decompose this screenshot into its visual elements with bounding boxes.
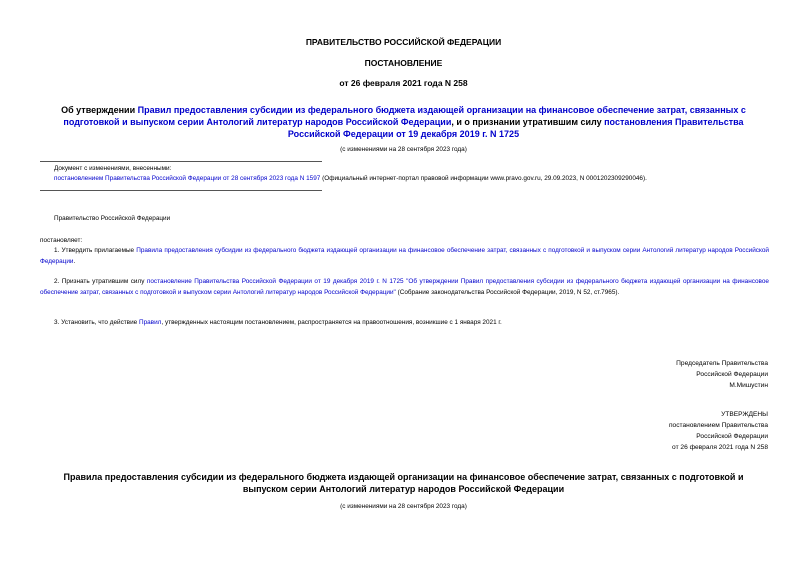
signature-name: М.Мишустин — [729, 382, 768, 389]
p1-text: 1. Утвердить прилагаемые — [54, 247, 137, 254]
document-title — [36, 104, 771, 140]
amend-bottom-rule — [40, 190, 322, 191]
amend-top-rule — [40, 161, 322, 162]
gov-line: Правительство Российской Федерации — [54, 215, 171, 222]
p3-text: 3. Установить, что действие — [54, 319, 139, 326]
doc-type-heading: ПОСТАНОВЛЕНИЕ — [364, 58, 443, 68]
title-prefix: Об утверждении — [61, 105, 138, 115]
title-middle: , и о признании утратившим силу — [451, 117, 605, 127]
signature-line2: Российской Федерации — [696, 371, 768, 378]
approved-line4: от 26 февраля 2021 года N 258 — [672, 444, 768, 451]
rules-link[interactable]: Правил предоставления субсидии из федерального бюджета издающей организации на финансовое обеспечение затрат, связанных с подготовкой и выпуском серии Антологий литератур народов Российской Федерации — [63, 105, 746, 127]
signature-block — [676, 358, 768, 391]
approved-block — [669, 409, 768, 453]
p1-end: . — [73, 257, 76, 265]
p3-end: , утвержденных настоящим постановлением, распространяется на правоотношения, возникшие с 1 января 2021 г. — [161, 319, 502, 326]
approved-line2: постановлением Правительства — [668, 422, 768, 429]
repealed-decree-link[interactable]: постановления Правительства Российской Федерации от 19 декабря 2019 г. N 1725 — [287, 117, 744, 139]
p2-decree-link[interactable]: постановление Правительства Российской Федерации от 19 декабря 2019 г. N 1725 "Об утверждении Правил предоставления субсидии из федерального бюджета издающей организации на финансовое обеспечение затрат, связанных с подготовкой и выпуском серии Антологий литератур народов Российской Федерации" — [40, 278, 769, 296]
approved-line3: Российской Федерации — [696, 433, 768, 440]
rules-title: Правила предоставления субсидии из федерального бюджета издающей организации на финансовое обеспечение затрат, связанных с подготовкой и выпуском серии Антологий литератур народов Российской Федерации — [63, 472, 744, 494]
amend-line2 — [54, 174, 774, 184]
p3-rules-link[interactable]: Правил — [138, 319, 162, 326]
approved-line1: УТВЕРЖДЕНЫ — [721, 411, 768, 418]
p2-text: 2. Признать утратившим силу — [54, 278, 147, 285]
paragraph-1 — [40, 246, 769, 267]
amend-line1: Документ с изменениями, внесенными: — [54, 165, 172, 172]
org-heading: ПРАВИТЕЛЬСТВО РОССИЙСКОЙ ФЕДЕРАЦИИ — [305, 37, 502, 47]
amend-decree-link[interactable]: постановлением Правительства Российской Федерации от 28 сентября 2023 года N 1597 — [54, 175, 321, 182]
p2-end: (Собрание законодательства Российской Федерации, 2019, N 52, ст.7965). — [395, 288, 620, 296]
paragraph-2 — [40, 277, 769, 298]
rules-changes-note: (с изменениями на 28 сентября 2023 года) — [340, 503, 467, 510]
amend-box — [54, 164, 774, 184]
signature-line1: Председатель Правительства — [676, 360, 768, 367]
p1-rules-link[interactable]: Правила предоставления субсидии из федерального бюджета издающей организации на финансовое обеспечение затрат, связанных с подготовкой и выпуском серии Антологий литератур народов Российской Федерации — [40, 247, 769, 265]
doc-date-heading: от 26 февраля 2021 года N 258 — [339, 78, 468, 88]
changes-note: (с изменениями на 28 сентября 2023 года) — [340, 146, 467, 153]
decides-line: постановляет: — [40, 237, 83, 244]
amend-source: (Официальный интернет-портал правовой информации www.pravo.gov.ru, 29.09.2023, N 0001202309290046). — [320, 175, 647, 182]
paragraph-3 — [40, 318, 769, 329]
